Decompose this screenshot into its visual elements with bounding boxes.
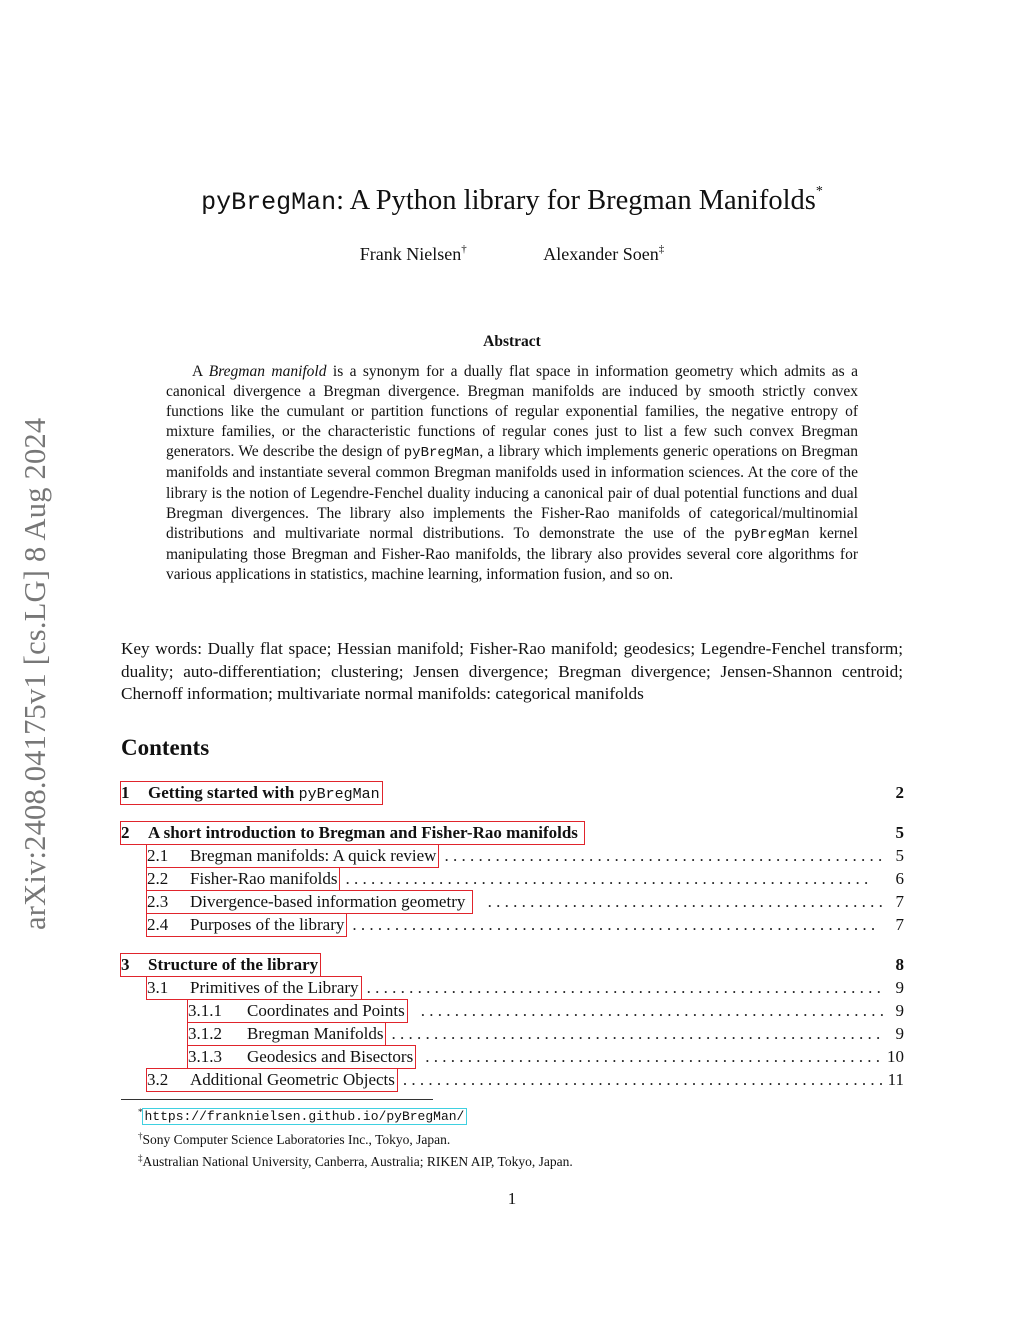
- toc-number: 2.1: [147, 846, 169, 865]
- toc-number: 3.1.3: [188, 1047, 222, 1066]
- toc-title: Bregman manifolds: A quick review: [190, 846, 437, 865]
- toc-link[interactable]: [147, 845, 438, 867]
- footnote-affiliation-2: [138, 1149, 573, 1172]
- toc-title-code: pyBregMan: [298, 786, 380, 803]
- toc-page: 10: [887, 1047, 904, 1066]
- arxiv-identifier: arXiv:2408.04175v1 [cs.LG] 8 Aug 2024: [18, 417, 52, 930]
- abstract-library-name: pyBregMan: [734, 526, 810, 543]
- toc-page: 6: [895, 869, 904, 888]
- toc-link[interactable]: [188, 1000, 407, 1022]
- paper-title: [0, 184, 1024, 217]
- toc-link[interactable]: [147, 1069, 397, 1091]
- toc-title: Divergence-based information geometry: [190, 892, 466, 911]
- footnote-mark: †: [138, 1130, 143, 1141]
- author-footnote-mark[interactable]: ‡: [658, 243, 665, 255]
- toc-number: 3.1.2: [188, 1024, 222, 1043]
- toc-entry-3-1-1[interactable]: [188, 1000, 904, 1022]
- toc-leader: [397, 1069, 884, 1091]
- footnote-mark: *: [138, 1107, 143, 1117]
- toc-title: Bregman Manifolds: [247, 1024, 384, 1043]
- toc-title: Structure of the library: [148, 955, 319, 974]
- toc-entry-3[interactable]: [121, 954, 904, 976]
- abstract-body: [166, 362, 858, 585]
- toc-number: 2: [121, 823, 130, 842]
- toc-title: Geodesics and Bisectors: [247, 1047, 414, 1066]
- footnote-mark: ‡: [138, 1153, 143, 1163]
- toc-number: 1: [121, 783, 130, 802]
- toc-entry-3-1-3[interactable]: [188, 1046, 904, 1068]
- toc-link[interactable]: [121, 782, 382, 804]
- toc-link[interactable]: [188, 1023, 385, 1045]
- toc-page: 5: [895, 823, 904, 842]
- toc-title: Coordinates and Points: [247, 1001, 405, 1020]
- abstract-term: Bregman manifold: [208, 363, 327, 380]
- toc-page: 5: [895, 846, 904, 865]
- toc-number: 3: [121, 955, 130, 974]
- title-library-name: pyBregMan: [201, 188, 337, 217]
- footnote-divider: [121, 1099, 433, 1100]
- toc-number: 2.3: [147, 892, 169, 911]
- toc-title: Purposes of the library: [190, 915, 345, 934]
- toc-page: 9: [895, 1024, 904, 1043]
- toc-leader: [385, 1023, 884, 1045]
- toc-title: Primitives of the Library: [190, 978, 359, 997]
- project-url-link[interactable]: https://franknielsen.github.io/pyBregMan/: [144, 1109, 465, 1124]
- author-name: Frank Nielsen: [359, 244, 462, 264]
- toc-entry-3-1[interactable]: [147, 977, 904, 999]
- keywords: Key words: Dually flat space; Hessian manifold; Fisher-Rao manifold; geodesics; Legendre-Fenchel transform; duality; auto-differentiation; clustering; Jensen divergence; Bregman divergence; Jensen-Shannon centroid; Chernoff information; multivariate normal manifolds: categorical manifolds: [121, 639, 903, 704]
- toc-page: 7: [895, 915, 904, 934]
- toc-page: 9: [895, 978, 904, 997]
- toc-entry-2-2[interactable]: [147, 868, 904, 890]
- toc-number: 2.2: [147, 869, 169, 888]
- abstract-heading: Abstract: [483, 333, 541, 350]
- toc-leader: [438, 845, 884, 867]
- toc-number: 3.1: [147, 978, 169, 997]
- abstract-library-name: pyBregMan: [403, 445, 480, 462]
- toc-link[interactable]: [121, 822, 584, 844]
- toc-number: 3.2: [147, 1070, 169, 1089]
- author-footnote-mark[interactable]: †: [461, 243, 467, 255]
- abstract-text: kernel manipulating those Bregman and Fisher-Rao manifolds, the library also provides several core algorithms for various applications in statistics, machine learning, information fusion, and so on.: [166, 524, 858, 583]
- toc-entry-2[interactable]: [121, 822, 904, 844]
- toc-leader: [339, 868, 884, 890]
- footnote-url: [138, 1103, 573, 1127]
- footnotes: [138, 1103, 573, 1172]
- author-name: Alexander Soen: [543, 244, 659, 264]
- author-2: [543, 243, 664, 265]
- toc-page: 11: [887, 1070, 904, 1089]
- toc-number: 3.1.1: [188, 1001, 222, 1020]
- toc-page: 2: [895, 783, 904, 802]
- toc-entry-1[interactable]: [121, 782, 904, 804]
- abstract-text: , a library which implements generic operations on Bregman manifolds and instantiate several common Bregman manifolds used in information sciences. At the core of the library is the notion of Legendre-Fenchel duality inducing a canonical pair of dual potential functions and dual Bregman divergences. The library also implements the Fisher-Rao manifolds of categorical/multinomial distributions and multivariate normal distributions. To demonstrate the use of the: [166, 443, 859, 542]
- toc-leader: [361, 977, 884, 999]
- toc-link[interactable]: [147, 914, 346, 936]
- toc-link[interactable]: [147, 868, 339, 890]
- toc-leader: [415, 1046, 884, 1068]
- title-footnote-mark[interactable]: *: [815, 184, 823, 199]
- toc-link[interactable]: [121, 954, 320, 976]
- toc-leader: [407, 1000, 884, 1022]
- abstract-text: A: [192, 363, 209, 380]
- toc-number: 2.4: [147, 915, 169, 934]
- footnote-text: Australian National University, Canberra, Australia; RIKEN AIP, Tokyo, Japan.: [142, 1154, 573, 1169]
- toc-title: Fisher-Rao manifolds: [190, 869, 338, 888]
- footnote-text: Sony Computer Science Laboratories Inc., Tokyo, Japan.: [142, 1131, 451, 1147]
- toc-link[interactable]: [147, 891, 472, 913]
- toc-entry-2-3[interactable]: [147, 891, 904, 913]
- toc-page: 9: [895, 1001, 904, 1020]
- abstract-text: is a synonym for a dually flat space in information geometry which admits as a canonical divergence a Bregman divergence. Bregman manifolds are induced by smooth strictly convex functions like the cumulant or partition functions of regular exponential families, the negative entropy of mixture families, or the characteristic functions of regular cones just to list a few such convex Bregman generators. We describe the design of: [166, 363, 858, 461]
- toc-entry-2-1[interactable]: [147, 845, 904, 867]
- toc-title: A short introduction to Bregman and Fisher-Rao manifolds: [148, 823, 578, 842]
- toc-entry-3-2[interactable]: [147, 1069, 904, 1091]
- toc-leader: [472, 891, 884, 913]
- toc-link[interactable]: [147, 977, 361, 999]
- contents-heading: Contents: [121, 735, 210, 760]
- toc-leader: [346, 914, 884, 936]
- toc-entry-3-1-2[interactable]: [188, 1023, 904, 1045]
- toc-link[interactable]: [188, 1046, 415, 1068]
- toc-entry-2-4[interactable]: [147, 914, 904, 936]
- toc-title: Additional Geometric Objects: [190, 1070, 395, 1089]
- toc-page: 8: [895, 955, 904, 974]
- author-1: [360, 243, 467, 265]
- author-list: [0, 243, 1024, 265]
- footnote-affiliation-1: [138, 1127, 573, 1150]
- toc-page: 7: [895, 892, 904, 911]
- toc-title: Getting started with: [148, 783, 299, 802]
- title-text: : A Python library for Bregman Manifolds: [336, 185, 816, 216]
- page-number: 1: [507, 1189, 517, 1208]
